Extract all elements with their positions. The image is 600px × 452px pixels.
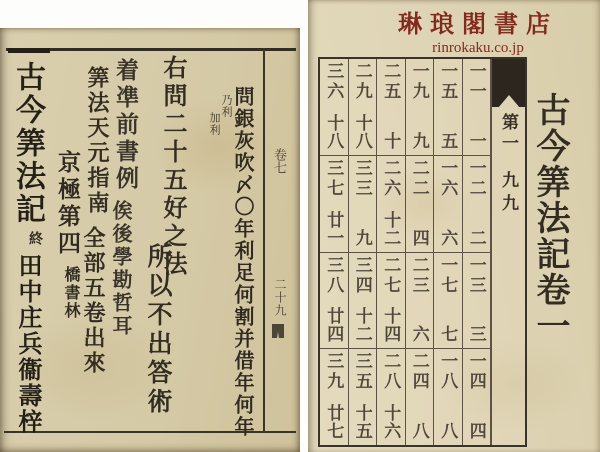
advert-text-column: 全部五卷出來 (81, 226, 106, 376)
grid-column (377, 59, 406, 445)
grid-cell (434, 349, 462, 445)
publisher-address-column: 京極第四 (55, 150, 80, 258)
grid-cell (377, 349, 405, 445)
cell-product: 二 (466, 228, 486, 247)
cell-factors: 一一 (466, 62, 486, 102)
cell-product: 十二 (381, 210, 401, 247)
cell-product: 十二 (352, 307, 372, 344)
bookseller-name: 琳琅閣書店 (398, 12, 558, 38)
cell-product: 十 (381, 131, 401, 150)
right-page (308, 0, 600, 452)
grid-cell (320, 349, 348, 445)
grid-cell (320, 253, 348, 350)
cell-factors: 二四 (409, 352, 429, 393)
fishtail-ornament (272, 324, 284, 338)
grid-cell (434, 59, 462, 156)
cell-product: 廿四 (324, 307, 344, 344)
cell-factors: 二八 (381, 352, 401, 393)
grid-cell (406, 59, 434, 156)
cell-factors: 二五 (381, 62, 401, 102)
cell-factors: 二三 (409, 255, 429, 296)
frame-line-right (263, 48, 265, 433)
cell-product: 四 (466, 422, 486, 440)
fishtail-ornament (492, 59, 525, 107)
grid-cell (320, 156, 348, 253)
book-title-label: 古今筭法記 (11, 61, 44, 226)
bookseller-stamp (378, 4, 578, 57)
problem-annotation: 加利 (208, 112, 220, 136)
cell-product: 十五 (352, 404, 372, 440)
grid-column (406, 59, 435, 445)
cell-product: 六 (409, 325, 429, 344)
cell-factors: 二九 (352, 62, 372, 102)
topic-label: 九九 (499, 171, 518, 217)
closing-text-column: 着凖前書例 (113, 58, 138, 193)
grid-cell (349, 253, 377, 350)
cell-factors: 一七 (438, 255, 458, 296)
grid-cell (377, 156, 405, 253)
cell-product: 十八 (352, 113, 372, 150)
closing-text-column: 右問二十五好之法 (159, 55, 185, 279)
grid-cell (463, 156, 491, 253)
cell-product: 九 (352, 228, 372, 247)
cell-factors: 一九 (409, 62, 429, 102)
grid-column (320, 59, 349, 445)
cell-factors: 一四 (466, 352, 486, 393)
cell-product: 六 (438, 228, 458, 247)
grid-cell (463, 59, 491, 156)
advert-text-column: 筭法天元指南 (85, 66, 110, 216)
cell-factors: 三七 (324, 158, 344, 199)
grid-cell (349, 156, 377, 253)
cell-factors: 一六 (438, 158, 458, 199)
cell-factors: 一二 (466, 158, 486, 199)
cell-factors: 三六 (324, 62, 344, 102)
cell-product: 九 (409, 131, 429, 150)
grid-cell (349, 59, 377, 156)
problem-annotation: 乃利 (220, 94, 232, 118)
left-page (0, 28, 300, 452)
grid-cell (406, 253, 434, 350)
cell-factors: 二二 (409, 158, 429, 199)
section-label: 第一 (499, 113, 518, 155)
publisher-address-column: 橋書林 (62, 266, 79, 320)
title-slip (8, 48, 50, 452)
fishtail-notch (498, 95, 520, 108)
grid-cell (406, 349, 434, 445)
bookseller-url: rinrokaku.co.jp (432, 40, 524, 56)
cell-product: 八 (409, 422, 429, 440)
cell-product: 三 (466, 325, 486, 344)
end-mark: 終 (27, 231, 42, 245)
cell-product: 十八 (324, 113, 344, 150)
cell-factors: 三五 (352, 352, 372, 393)
cell-factors: 三四 (352, 255, 372, 296)
cell-factors: 一三 (466, 255, 486, 296)
cell-product: 廿一 (324, 210, 344, 247)
grid-cell (434, 253, 462, 350)
grid-header-column (491, 59, 525, 445)
grid-cell (463, 253, 491, 350)
grid-column (349, 59, 378, 445)
grid-column (463, 59, 492, 445)
cell-product: 五 (438, 131, 458, 150)
cell-factors: 一五 (438, 62, 458, 102)
grid-cell (377, 253, 405, 350)
cell-factors: 一八 (438, 352, 458, 393)
cell-product: 十六 (381, 404, 401, 440)
grid-column (434, 59, 463, 445)
cell-product: 四 (409, 228, 429, 247)
grid-cell (463, 349, 491, 445)
cell-product: 八 (438, 422, 458, 440)
cell-factors: 三八 (324, 255, 344, 296)
cell-factors: 三九 (324, 352, 344, 393)
grid-cell (406, 156, 434, 253)
margin-volume-label: 卷七 (272, 148, 287, 174)
cell-product: 七 (438, 325, 458, 344)
page-title: 古今筭法記卷一 (531, 92, 568, 344)
closing-text-column: 所以不出答術 (144, 243, 171, 417)
closing-text-column: 俟後學勘哲耳 (109, 200, 131, 338)
margin-page-number: 二十九 (273, 278, 287, 317)
cell-product: 廿七 (324, 404, 344, 440)
problem-text-column: 問銀灰吹〆〇年利足何割并借年何年 (231, 86, 253, 438)
cell-factors: 二七 (381, 255, 401, 296)
cell-factors: 三三 (352, 158, 372, 199)
cell-product: 十四 (381, 307, 401, 344)
multiplication-grid (318, 57, 527, 447)
grid-cell (377, 59, 405, 156)
grid-cell (349, 349, 377, 445)
grid-cell (320, 59, 348, 156)
grid-cell (434, 156, 462, 253)
publisher-name: 田中庄兵衞壽梓 (14, 253, 40, 435)
cell-factors: 二六 (381, 158, 401, 199)
cell-product: 一 (466, 131, 486, 150)
